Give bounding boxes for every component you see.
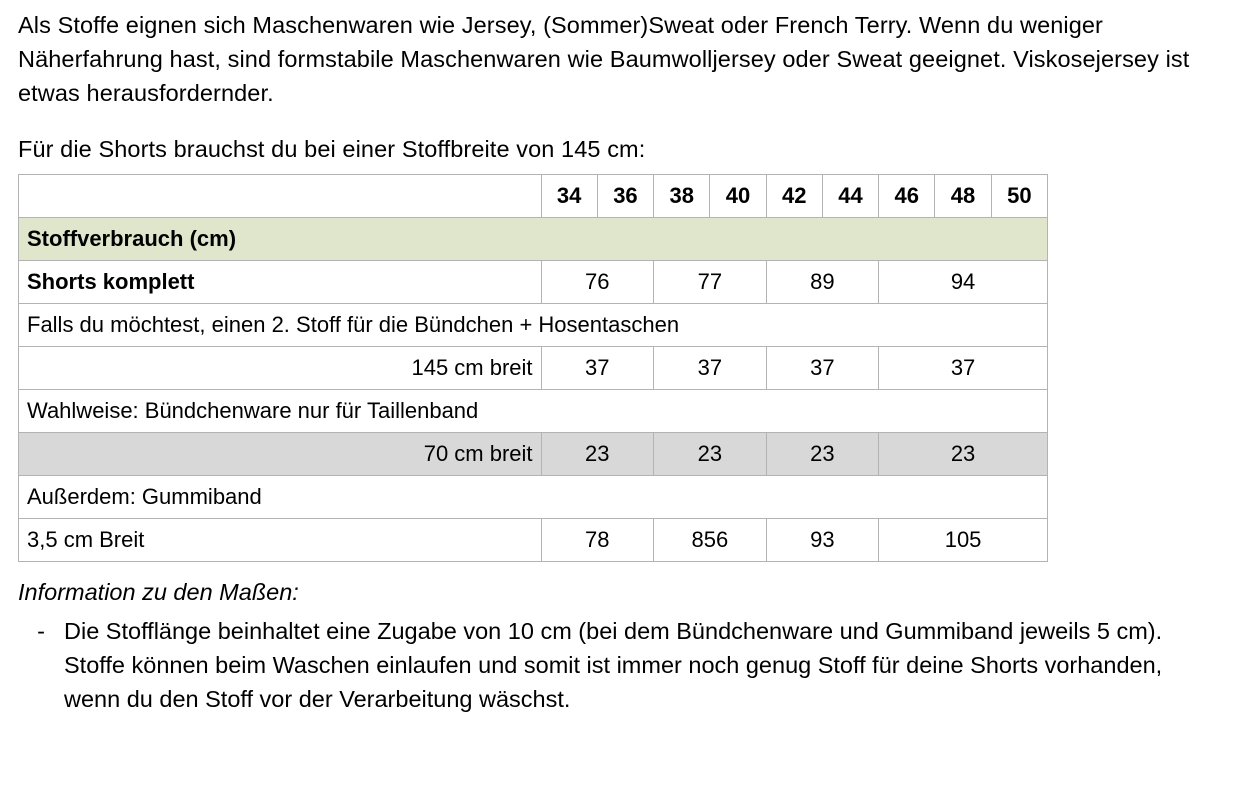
table-row-section-fabric-usage bbox=[19, 218, 1048, 261]
value-cell: 89 bbox=[766, 261, 879, 304]
size-header-cell: 50 bbox=[991, 175, 1047, 218]
note-waistband: Wahlweise: Bündchenware nur für Taillenband bbox=[19, 390, 1048, 433]
info-bullet-item bbox=[18, 614, 1221, 716]
size-header-cell: 34 bbox=[541, 175, 597, 218]
value-cell: 105 bbox=[879, 519, 1048, 562]
bullet-text: Die Stofflänge beinhaltet eine Zugabe von 10 cm (bei dem Bündchenware und Gummiband jeweils 5 cm). Stoffe können beim Waschen einlaufen und somit ist immer noch genug Stoff für deine Shorts vorhanden, wenn du den Stoff vor der Verarbeitung wäschst. bbox=[64, 618, 1163, 712]
fabric-consumption-table bbox=[18, 174, 1048, 562]
size-header-cell: 48 bbox=[935, 175, 991, 218]
size-header-cell: 40 bbox=[710, 175, 766, 218]
table-row-note-elastic bbox=[19, 476, 1048, 519]
row-label-70cm: 70 cm breit bbox=[19, 433, 542, 476]
table-row-note-second-fabric bbox=[19, 304, 1048, 347]
paragraph-spacer bbox=[18, 110, 1221, 132]
value-cell: 37 bbox=[541, 347, 654, 390]
size-header-cell: 44 bbox=[822, 175, 878, 218]
section-title-fabric-usage: Stoffverbrauch (cm) bbox=[19, 218, 1048, 261]
row-label-145cm: 145 cm breit bbox=[19, 347, 542, 390]
row-label-35cm: 3,5 cm Breit bbox=[19, 519, 542, 562]
size-header-cell: 36 bbox=[597, 175, 653, 218]
value-cell: 23 bbox=[766, 433, 879, 476]
value-cell: 93 bbox=[766, 519, 879, 562]
value-cell: 76 bbox=[541, 261, 654, 304]
table-row-145cm bbox=[19, 347, 1048, 390]
value-cell: 94 bbox=[879, 261, 1048, 304]
size-header-cell: 42 bbox=[766, 175, 822, 218]
value-cell: 77 bbox=[654, 261, 767, 304]
size-header-cell: 38 bbox=[654, 175, 710, 218]
info-title: Information zu den Maßen: bbox=[18, 579, 299, 605]
table-row-note-waistband bbox=[19, 390, 1048, 433]
empty-corner-cell bbox=[19, 175, 542, 218]
value-cell: 23 bbox=[879, 433, 1048, 476]
row-label-shorts-complete: Shorts komplett bbox=[19, 261, 542, 304]
value-cell: 37 bbox=[654, 347, 767, 390]
size-header-cell: 46 bbox=[879, 175, 935, 218]
value-cell: 78 bbox=[541, 519, 654, 562]
table-row-sizes-header bbox=[19, 175, 1048, 218]
intro-paragraph-2: Für die Shorts brauchst du bei einer Stoffbreite von 145 cm: bbox=[18, 136, 646, 162]
value-cell: 23 bbox=[654, 433, 767, 476]
table-row-35cm bbox=[19, 519, 1048, 562]
note-elastic: Außerdem: Gummiband bbox=[19, 476, 1048, 519]
table-row-70cm bbox=[19, 433, 1048, 476]
intro-paragraph-1: Als Stoffe eignen sich Maschenwaren wie Jersey, (Sommer)Sweat oder French Terry. Wenn du weniger Näherfahrung hast, sind formstabile Maschenwaren wie Baumwolljersey oder Sweat geeignet. Viskosejersey ist etwas herausfordernder. bbox=[18, 12, 1190, 106]
value-cell: 37 bbox=[879, 347, 1048, 390]
note-second-fabric: Falls du möchtest, einen 2. Stoff für die Bündchen + Hosentaschen bbox=[19, 304, 1048, 347]
value-cell: 37 bbox=[766, 347, 879, 390]
value-cell: 23 bbox=[541, 433, 654, 476]
value-cell: 856 bbox=[654, 519, 767, 562]
bullet-dash: - bbox=[37, 618, 45, 644]
table-row-shorts-complete bbox=[19, 261, 1048, 304]
